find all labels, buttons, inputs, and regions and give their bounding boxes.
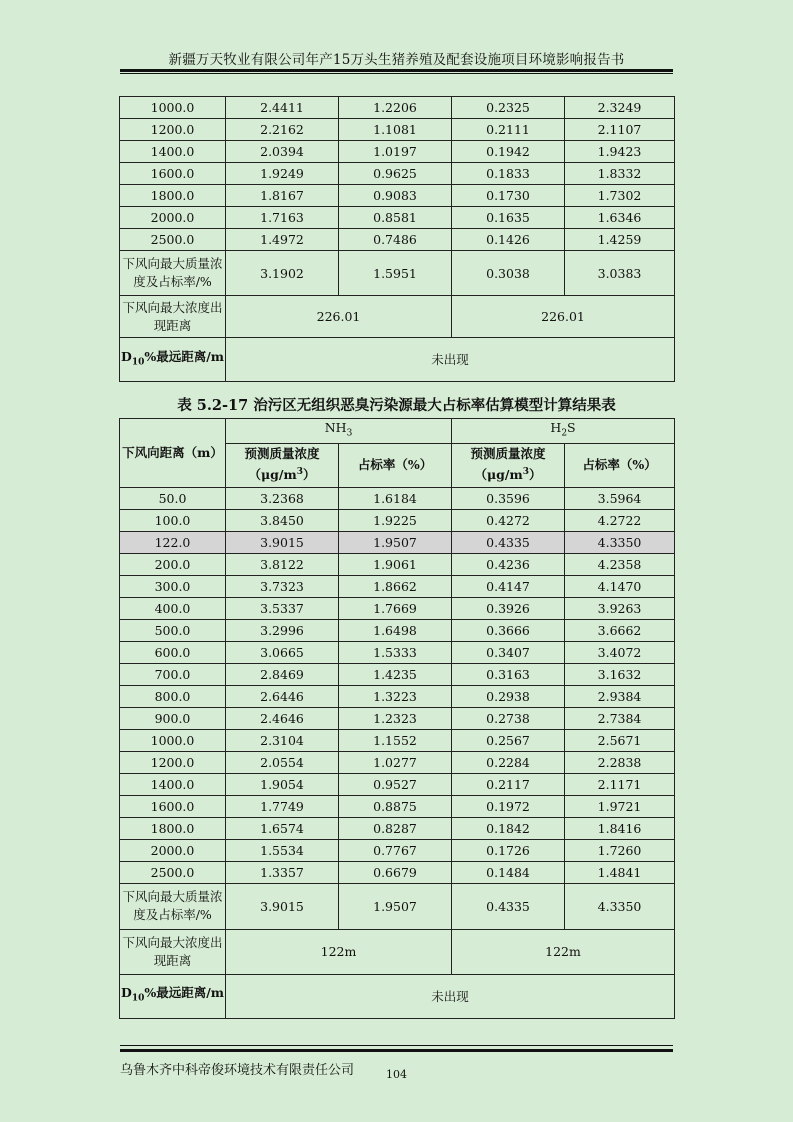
table-row: [120, 487, 675, 509]
table-cell: 0.2938: [452, 685, 565, 707]
header-h2s-conc: 预测质量浓度$(\mu g/m^3)$: [452, 443, 565, 487]
table-cell: 1.7260: [565, 839, 675, 861]
table-cell: 100.0: [120, 509, 226, 531]
table-cell: 1.3357: [226, 861, 339, 883]
table-cell: 200.0: [120, 553, 226, 575]
table-cell: 3.0665: [226, 641, 339, 663]
table-cell: 0.8287: [339, 817, 452, 839]
table-cell: 1800.0: [120, 185, 226, 207]
table-cell: 1.6184: [339, 487, 452, 509]
table-cell: 2.8469: [226, 663, 339, 685]
table-cell: 1.8332: [565, 163, 675, 185]
table-cell: 1.7163: [226, 207, 339, 229]
header-nh3: $NH_3$: [226, 419, 452, 444]
table-row: [120, 685, 675, 707]
page-header-title: 新疆万天牧业有限公司年产15万头生猪养殖及配套设施项目环境影响报告书: [168, 52, 625, 68]
header-nh3-rate: 占标率（%）: [339, 443, 452, 487]
table-cell: 2.7384: [565, 707, 675, 729]
table-cell: 1.6574: [226, 817, 339, 839]
table-cell: 0.9625: [339, 163, 452, 185]
table-cell: 1.0197: [339, 141, 452, 163]
table-cell: 2.0554: [226, 751, 339, 773]
table-cell: 2.2162: [226, 119, 339, 141]
table-cell: 0.2284: [452, 751, 565, 773]
table-continuation-body: [120, 97, 675, 251]
table-row: [120, 663, 675, 685]
max-nh3-conc: 3.9015: [226, 883, 339, 929]
table-cell: 3.4072: [565, 641, 675, 663]
table-cell: 1400.0: [120, 773, 226, 795]
max-distance-nh3: 122m: [226, 929, 452, 974]
table-cell: 2500.0: [120, 229, 226, 251]
header-h2s-rate: 占标率（%）: [565, 443, 675, 487]
table-row: [120, 119, 675, 141]
table-cell: 2.0394: [226, 141, 339, 163]
table-row: [120, 229, 675, 251]
table-cell: 0.1972: [452, 795, 565, 817]
table-cell: 4.3350: [565, 531, 675, 553]
table-row: [120, 575, 675, 597]
table-cell: 3.5964: [565, 487, 675, 509]
table-cell: 0.2325: [452, 97, 565, 119]
table-cell: 0.1842: [452, 817, 565, 839]
table-cell: 2.1107: [565, 119, 675, 141]
table-cell: 3.2368: [226, 487, 339, 509]
table-cell: 0.1635: [452, 207, 565, 229]
table-cell: 1.7749: [226, 795, 339, 817]
max-distance-label: 下风向最大浓度出现距离: [120, 296, 226, 338]
table-cell: 0.1426: [452, 229, 565, 251]
table-cell: 1.9423: [565, 141, 675, 163]
header-rule-thin: [120, 73, 673, 74]
table-cell: 1.8662: [339, 575, 452, 597]
header-rule-thick: [120, 69, 673, 72]
page-number: 104: [386, 1068, 407, 1081]
table-cell: 2.5671: [565, 729, 675, 751]
d10-row: [120, 974, 675, 1018]
table-cell: 0.8875: [339, 795, 452, 817]
table-cell: 900.0: [120, 707, 226, 729]
table-cell: 0.1726: [452, 839, 565, 861]
table-cell: 1.1081: [339, 119, 452, 141]
max-nh3-rate: 1.5951: [339, 251, 452, 296]
table-cell: 0.9083: [339, 185, 452, 207]
table-cell: 0.4335: [452, 531, 565, 553]
table-row: [120, 509, 675, 531]
table-cell: 0.2567: [452, 729, 565, 751]
table-cell: 3.8450: [226, 509, 339, 531]
table-cell: 3.2996: [226, 619, 339, 641]
table-cell: 1.2323: [339, 707, 452, 729]
table-cell: 0.3407: [452, 641, 565, 663]
table-cell: 1.7302: [565, 185, 675, 207]
table-cell: 2.6446: [226, 685, 339, 707]
footer-rule-thin: [120, 1045, 673, 1046]
table-cell: 0.3596: [452, 487, 565, 509]
footer-company: 乌鲁木齐中科帝俊环境技术有限责任公司: [120, 1063, 355, 1078]
table-cell: 3.1632: [565, 663, 675, 685]
table-cell: 3.7323: [226, 575, 339, 597]
table-cell: 0.3163: [452, 663, 565, 685]
table-continuation: [119, 96, 675, 382]
table-cell: 1.6346: [565, 207, 675, 229]
table-cell: 300.0: [120, 575, 226, 597]
table-cell: 0.4272: [452, 509, 565, 531]
table-cell: 1.8416: [565, 817, 675, 839]
max-concentration-label: 下风向最大质量浓度及占标率/%: [120, 251, 226, 296]
table-row: [120, 641, 675, 663]
max-nh3-conc: 3.1902: [226, 251, 339, 296]
max-distance-h2s: 122m: [452, 929, 675, 974]
d10-value: 未出现: [226, 974, 675, 1018]
table-row: [120, 531, 675, 553]
table-cell: 3.9263: [565, 597, 675, 619]
table-cell: 1.8167: [226, 185, 339, 207]
table-cell: 0.3666: [452, 619, 565, 641]
table-row: [120, 773, 675, 795]
max-concentration-row: [120, 251, 675, 296]
table-cell: 3.9015: [226, 531, 339, 553]
table-cell: 1.9061: [339, 553, 452, 575]
table-cell: 0.7486: [339, 229, 452, 251]
table-row: [120, 729, 675, 751]
table-cell: 2.3104: [226, 729, 339, 751]
table-cell: 1.9054: [226, 773, 339, 795]
table-cell: 2.2838: [565, 751, 675, 773]
table-cell: 1800.0: [120, 817, 226, 839]
table-cell: 50.0: [120, 487, 226, 509]
max-distance-nh3: 226.01: [226, 296, 452, 338]
max-h2s-conc: 0.4335: [452, 883, 565, 929]
table-cell: 0.7767: [339, 839, 452, 861]
table-cell: 0.1730: [452, 185, 565, 207]
table-row: [120, 207, 675, 229]
table-cell: 600.0: [120, 641, 226, 663]
max-distance-h2s: 226.01: [452, 296, 675, 338]
table-cell: 0.2111: [452, 119, 565, 141]
table-row: [120, 163, 675, 185]
table-cell: 1.5534: [226, 839, 339, 861]
table-cell: 1.4841: [565, 861, 675, 883]
table-header-row-1: [120, 419, 675, 444]
max-concentration-label: 下风向最大质量浓度及占标率/%: [120, 883, 226, 929]
table-cell: 2.1171: [565, 773, 675, 795]
table-cell: 1.4259: [565, 229, 675, 251]
table-cell: 4.1470: [565, 575, 675, 597]
table-row: [120, 97, 675, 119]
table-row: [120, 619, 675, 641]
table-cell: 800.0: [120, 685, 226, 707]
table-row: [120, 141, 675, 163]
max-nh3-rate: 1.9507: [339, 883, 452, 929]
table-cell: 0.2117: [452, 773, 565, 795]
table-row: [120, 553, 675, 575]
table-cell: 1200.0: [120, 119, 226, 141]
table-cell: 1.4972: [226, 229, 339, 251]
table-cell: 0.8581: [339, 207, 452, 229]
table-cell: 0.4147: [452, 575, 565, 597]
table-cell: 0.9527: [339, 773, 452, 795]
max-concentration-row: [120, 883, 675, 929]
max-distance-label: 下风向最大浓度出现距离: [120, 929, 226, 974]
table-cell: 4.2358: [565, 553, 675, 575]
table-cell: 1600.0: [120, 163, 226, 185]
table-cell: 1600.0: [120, 795, 226, 817]
d10-label: $D_{10}\%$最远距离/m: [120, 974, 226, 1018]
table-cell: 2000.0: [120, 839, 226, 861]
table-cell: 2.3249: [565, 97, 675, 119]
d10-label: $D_{10}\%$最远距离/m: [120, 338, 226, 382]
max-h2s-rate: 3.0383: [565, 251, 675, 296]
table-cell: 0.1833: [452, 163, 565, 185]
results-table-body: [120, 487, 675, 883]
table-cell: 400.0: [120, 597, 226, 619]
table-row: [120, 839, 675, 861]
table-row: [120, 597, 675, 619]
table-cell: 0.4236: [452, 553, 565, 575]
table-cell: 1.5333: [339, 641, 452, 663]
table-cell: 1400.0: [120, 141, 226, 163]
table-cell: 4.2722: [565, 509, 675, 531]
table-cell: 1.9225: [339, 509, 452, 531]
table-row: [120, 751, 675, 773]
table-cell: 1.3223: [339, 685, 452, 707]
table-cell: 0.6679: [339, 861, 452, 883]
table-cell: 1.1552: [339, 729, 452, 751]
table-cell: 1200.0: [120, 751, 226, 773]
table-row: [120, 707, 675, 729]
max-distance-row: [120, 296, 675, 338]
table-row: [120, 795, 675, 817]
table-row: [120, 185, 675, 207]
table-cell: 3.8122: [226, 553, 339, 575]
d10-row: [120, 338, 675, 382]
table-cell: 2.4411: [226, 97, 339, 119]
footer-rule-thick: [120, 1049, 673, 1052]
table-cell: 1.0277: [339, 751, 452, 773]
table-cell: 1000.0: [120, 97, 226, 119]
header-nh3-conc: 预测质量浓度$(\mu g/m^3)$: [226, 443, 339, 487]
table-cell: 0.3926: [452, 597, 565, 619]
table-cell: 1.6498: [339, 619, 452, 641]
table-cell: 2.9384: [565, 685, 675, 707]
header-distance: 下风向距离（m）: [120, 419, 226, 488]
max-distance-row: [120, 929, 675, 974]
header-h2s: $H_2S$: [452, 419, 675, 444]
table-cell: 1.9507: [339, 531, 452, 553]
d10-value: 未出现: [226, 338, 675, 382]
table-cell: 3.6662: [565, 619, 675, 641]
max-h2s-conc: 0.3038: [452, 251, 565, 296]
table-cell: 1.4235: [339, 663, 452, 685]
table-caption: 表 5.2-17 治污区无组织恶臭污染源最大占标率估算模型计算结果表: [177, 397, 616, 414]
max-h2s-rate: 4.3350: [565, 883, 675, 929]
table-cell: 1.9721: [565, 795, 675, 817]
table-cell: 1.7669: [339, 597, 452, 619]
table-cell: 1.9249: [226, 163, 339, 185]
table-cell: 700.0: [120, 663, 226, 685]
table-row: [120, 861, 675, 883]
table-cell: 0.1484: [452, 861, 565, 883]
table-cell: 0.1942: [452, 141, 565, 163]
table-cell: 122.0: [120, 531, 226, 553]
table-cell: 2000.0: [120, 207, 226, 229]
table-row: [120, 817, 675, 839]
table-cell: 1000.0: [120, 729, 226, 751]
table-cell: 0.2738: [452, 707, 565, 729]
table-cell: 1.2206: [339, 97, 452, 119]
table-cell: 500.0: [120, 619, 226, 641]
table-cell: 2500.0: [120, 861, 226, 883]
table-cell: 3.5337: [226, 597, 339, 619]
table-cell: 2.4646: [226, 707, 339, 729]
results-table: [119, 418, 675, 1019]
